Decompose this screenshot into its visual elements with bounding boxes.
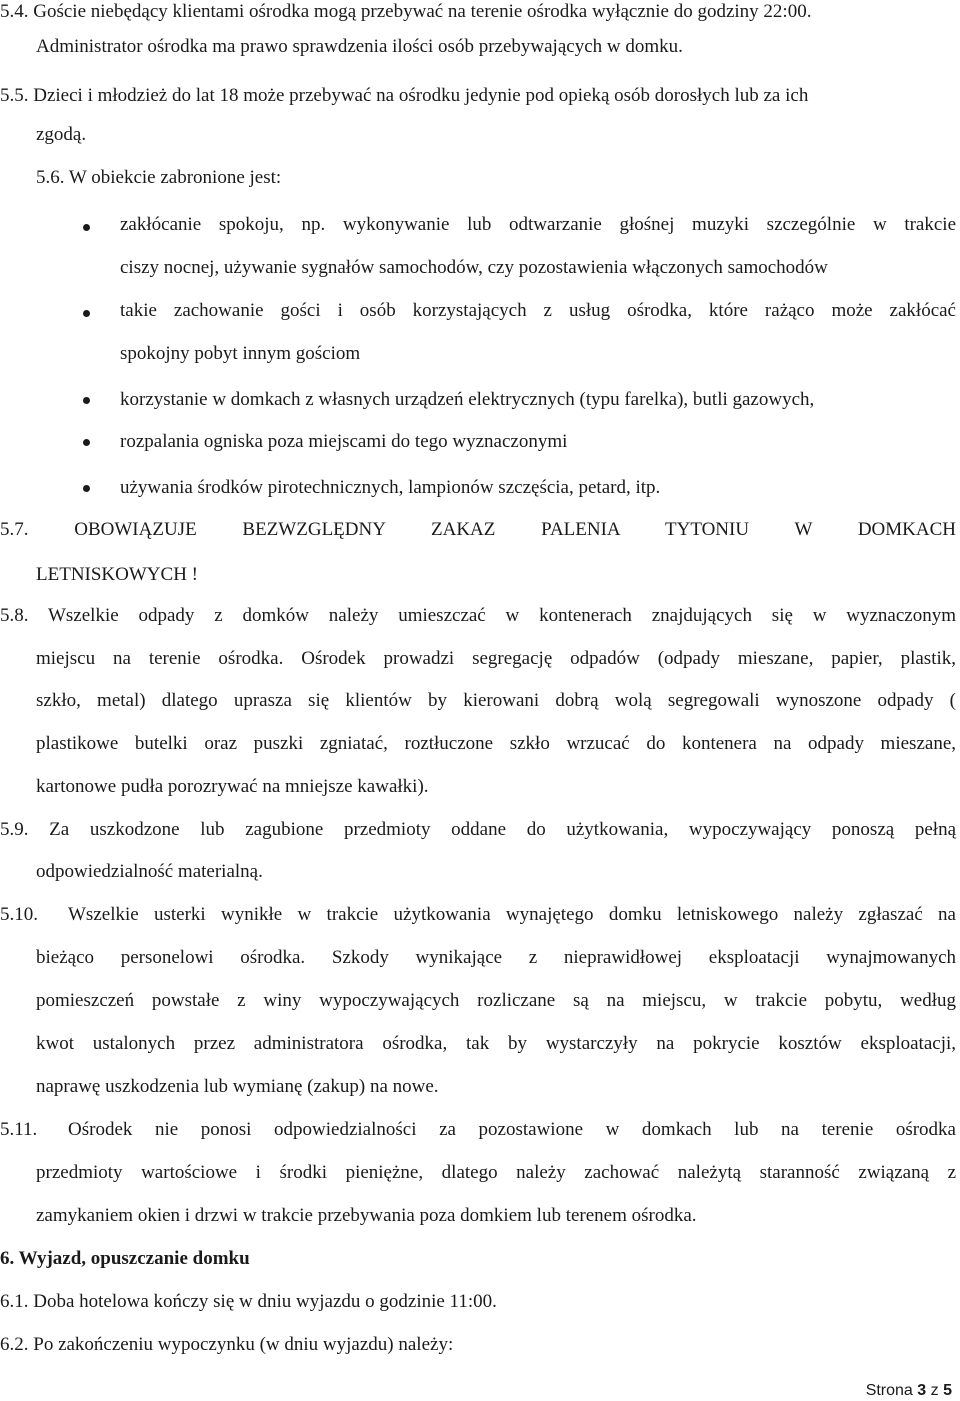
section-5-4-line-1: 5.4. Goście niebędący klientami ośrodka mogą przebywać na terenie ośrodka wyłącznie do godziny 22:00. bbox=[0, 1, 812, 22]
section-5-8-line-5: kartonowe pudła porozrywać na mniejsze kawałki). bbox=[36, 776, 429, 797]
section-5-8-line-4: plastikowe butelki oraz puszki zgniatać, roztłuczone szkło wrzucać do kontenera na odpady mieszane, bbox=[36, 733, 956, 754]
section-5-11-line-3: zamykaniem okien i drzwi w trakcie przebywania poza domkiem lub terenem ośrodka. bbox=[36, 1205, 697, 1226]
section-5-10-line-4: kwot ustalonych przez administratora ośrodka, tak by wystarczyły na pokrycie kosztów eksploatacji, bbox=[36, 1033, 956, 1054]
bullet-5: używania środków pirotechnicznych, lampionów szczęścia, petard, itp. bbox=[120, 477, 661, 498]
bullet-2-line-1: takie zachowanie gości i osób korzystających z usług ośrodka, które rażąco może zakłócać bbox=[120, 300, 956, 321]
page-label: Strona bbox=[865, 1382, 913, 1399]
bullet-3: korzystanie w domkach z własnych urządzeń elektrycznych (typu farelka), butli gazowych, bbox=[120, 389, 815, 410]
bullet-4: rozpalania ogniska poza miejscami do tego wyznaczonymi bbox=[120, 431, 568, 452]
current-page-number: 3 bbox=[917, 1382, 927, 1399]
section-6-2: 6.2. Po zakończeniu wypoczynku (w dniu wyjazdu) należy: bbox=[0, 1334, 454, 1355]
section-5-10-line-2: bieżąco personelowi ośrodka. Szkody wynikające z nieprawidłowej eksploatacji wynajmowanych bbox=[36, 947, 956, 968]
bullet-dot-icon bbox=[83, 224, 90, 231]
bullet-1-line-2: ciszy nocnej, używanie sygnałów samochodów, czy pozostawienia włączonych samochodów bbox=[120, 257, 828, 278]
section-5-5-line-2: zgodą. bbox=[36, 124, 87, 145]
section-5-11-line-2: przedmioty wartościowe i środki pieniężne, dlatego należy zachować należytą staranność związaną z bbox=[36, 1162, 956, 1183]
total-page-number: 5 bbox=[943, 1382, 952, 1399]
section-5-5-line-1: 5.5. Dzieci i młodzież do lat 18 może przebywać na ośrodku jedynie pod opieką osób dorosłych lub za ich bbox=[0, 85, 809, 106]
section-5-7-line-1: 5.7. OBOWIĄZUJE BEZWZGLĘDNY ZAKAZ PALENIA TYTONIU W DOMKACH bbox=[0, 519, 956, 540]
section-5-10-line-3: pomieszczeń powstałe z winy wypoczywających rozliczane są na miejscu, w trakcie pobytu, według bbox=[36, 990, 956, 1011]
bullet-1-line-1: zakłócanie spokoju, np. wykonywanie lub odtwarzanie głośnej muzyki szczególnie w trakcie bbox=[120, 214, 956, 235]
section-5-10-line-5: naprawę uszkodzenia lub wymianę (zakup) na nowe. bbox=[36, 1076, 439, 1097]
section-5-9-line-1: 5.9. Za uszkodzone lub zagubione przedmioty oddane do użytkowania, wypoczywający ponoszą pełną bbox=[0, 819, 956, 840]
section-6-1: 6.1. Doba hotelowa kończy się w dniu wyjazdu o godzinie 11:00. bbox=[0, 1291, 497, 1312]
section-5-10-number: 5.10. bbox=[0, 904, 38, 925]
bullet-dot-icon bbox=[83, 310, 90, 317]
bullet-dot-icon bbox=[83, 485, 90, 492]
page-footer bbox=[866, 1381, 952, 1401]
section-5-9-line-2: odpowiedzialność materialną. bbox=[36, 861, 263, 882]
page-separator: z bbox=[930, 1382, 939, 1399]
section-5-10-line-1: Wszelkie usterki wynikłe w trakcie użytkowania wynajętego domku letniskowego należy zgłaszać na bbox=[68, 904, 956, 925]
section-5-6-heading: 5.6. W obiekcie zabronione jest: bbox=[36, 167, 282, 188]
section-5-4-line-2: Administrator ośrodka ma prawo sprawdzenia ilości osób przebywających w domku. bbox=[36, 36, 683, 57]
bullet-2-line-2: spokojny pobyt innym gościom bbox=[120, 343, 361, 364]
section-5-8-line-1: 5.8. Wszelkie odpady z domków należy umieszczać w kontenerach znajdujących się w wyznaczonym bbox=[0, 605, 956, 626]
bullet-dot-icon bbox=[83, 397, 90, 404]
section-5-8-line-2: miejscu na terenie ośrodka. Ośrodek prowadzi segregację odpadów (odpady mieszane, papier, plastik, bbox=[36, 648, 956, 669]
bullet-dot-icon bbox=[83, 439, 90, 446]
section-6-heading: 6. Wyjazd, opuszczanie domku bbox=[0, 1248, 250, 1269]
section-5-11-line-1: Ośrodek nie ponosi odpowiedzialności za pozostawione w domkach lub na terenie ośrodka bbox=[68, 1119, 956, 1140]
section-5-11-number: 5.11. bbox=[0, 1119, 38, 1140]
section-5-8-line-3: szkło, metal) dlatego uprasza się klientów by kierowani dobrą wolą segregowali wynoszone odpady ( bbox=[36, 690, 956, 711]
section-5-7-line-2: LETNISKOWYCH ! bbox=[36, 564, 199, 585]
